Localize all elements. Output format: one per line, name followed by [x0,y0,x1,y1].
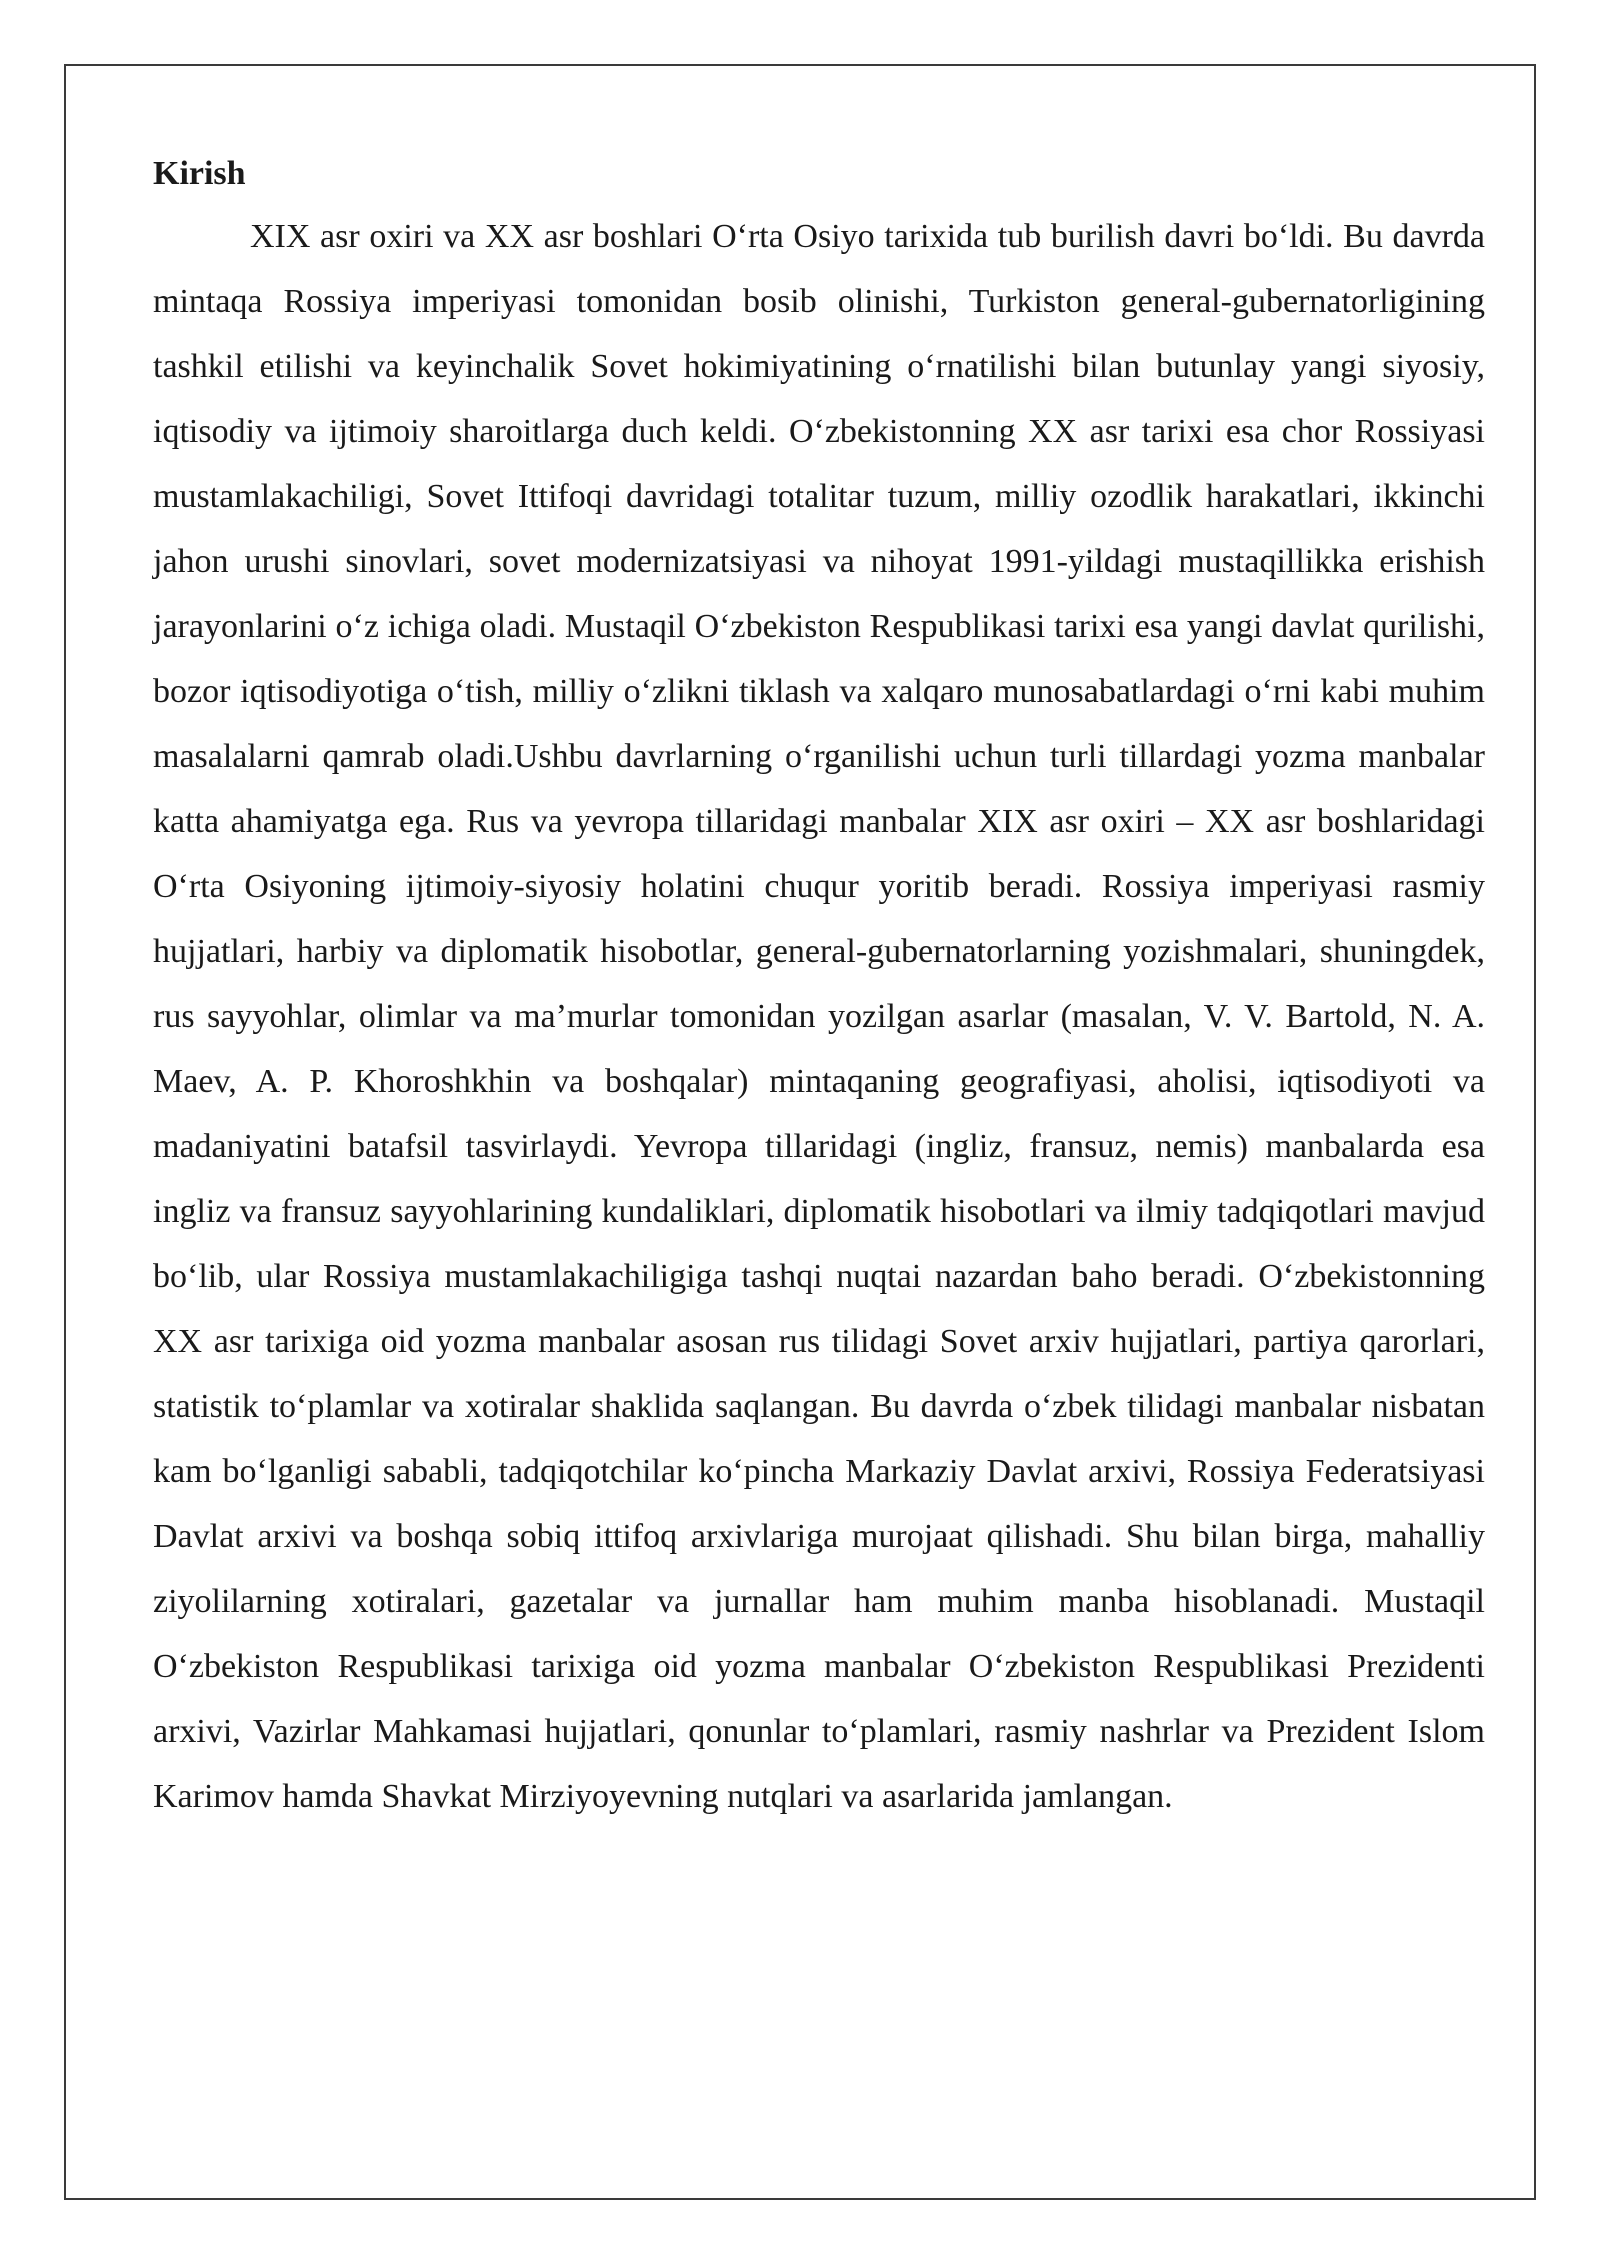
body-paragraph: XIX asr oxiri va XX asr boshlari O‘rta Osiyo tarixida tub burilish davri bo‘ldi. Bu davrda mintaqa Rossiya imperiyasi tomonidan bosib olinishi, Turkiston general-gubernatorligining tashkil etilishi va keyinchalik Sovet hokimiyatining o‘rnatilishi bilan butunlay yangi siyosiy, iqtisodiy va ijtimoiy sharoitlarga duch keldi. O‘zbekistonning XX asr tarixi esa chor Rossiyasi mustamlakachiligi, Sovet Ittifoqi davridagi totalitar tuzum, milliy ozodlik harakatlari, ikkinchi jahon urushi sinovlari, sovet modernizatsiyasi va nihoyat 1991-yildagi mustaqillikka erishish jarayonlarini o‘z ichiga oladi. Mustaqil O‘zbekiston Respublikasi tarixi esa yangi davlat qurilishi, bozor iqtisodiyotiga o‘tish, milliy o‘zlikni tiklash va xalqaro munosabatlardagi o‘rni kabi muhim masalalarni qamrab oladi.Ushbu davrlarning o‘rganilishi uchun turli tillardagi yozma manbalar katta ahamiyatga ega. Rus va yevropa tillaridagi manbalar XIX asr oxiri – XX asr boshlaridagi O‘rta Osiyoning ijtimoiy-siyosiy holatini chuqur yoritib beradi. Rossiya imperiyasi rasmiy hujjatlari, harbiy va diplomatik hisobotlar, general-gubernatorlarning yozishmalari, shuningdek, rus sayyohlar, olimlar va ma’murlar tomonidan yozilgan asarlar (masalan, V. V. Bartold, N. A. Maev, A. P. Khoroshkhin va boshqalar) mintaqaning geografiyasi, aholisi, iqtisodiyoti va madaniyatini batafsil tasvirlaydi. Yevropa tillaridagi (ingliz, fransuz, nemis) manbalarda esa ingliz va fransuz sayyohlarining kundaliklari, diplomatik hisobotlari va ilmiy tadqiqotlari mavjud bo‘lib, ular Rossiya mustamlakachiligiga tashqi nuqtai nazardan baho beradi. O‘zbekistonning XX asr tarixiga oid yozma manbalar asosan rus tilidagi Sovet arxiv hujjatlari, partiya qarorlari, statistik to‘plamlar va xotiralar shaklida saqlangan. Bu davrda o‘zbek tilidagi manbalar nisbatan kam bo‘lganligi sababli, tadqiqotchilar ko‘pincha Markaziy Davlat arxivi, Rossiya Federatsiyasi Davlat arxivi va boshqa sobiq ittifoq arxivlariga murojaat qilishadi. Shu bilan birga, mahalliy ziyolilarning xotiralari, gazetalar va jurnallar ham muhim manba hisoblanadi. Mustaqil O‘zbekiston Respublikasi tarixiga oid yozma manbalar O‘zbekiston Respublikasi Prezidenti arxivi, Vazirlar Mahkamasi hujjatlari, qonunlar to‘plamlari, rasmiy nashrlar va Prezident Islom Karimov hamda Shavkat Mirziyoyevning nutqlari va asarlarida jamlangan. [153,218,1485,1815]
section-heading: Kirish [153,155,246,192]
document-body [153,144,1485,1829]
